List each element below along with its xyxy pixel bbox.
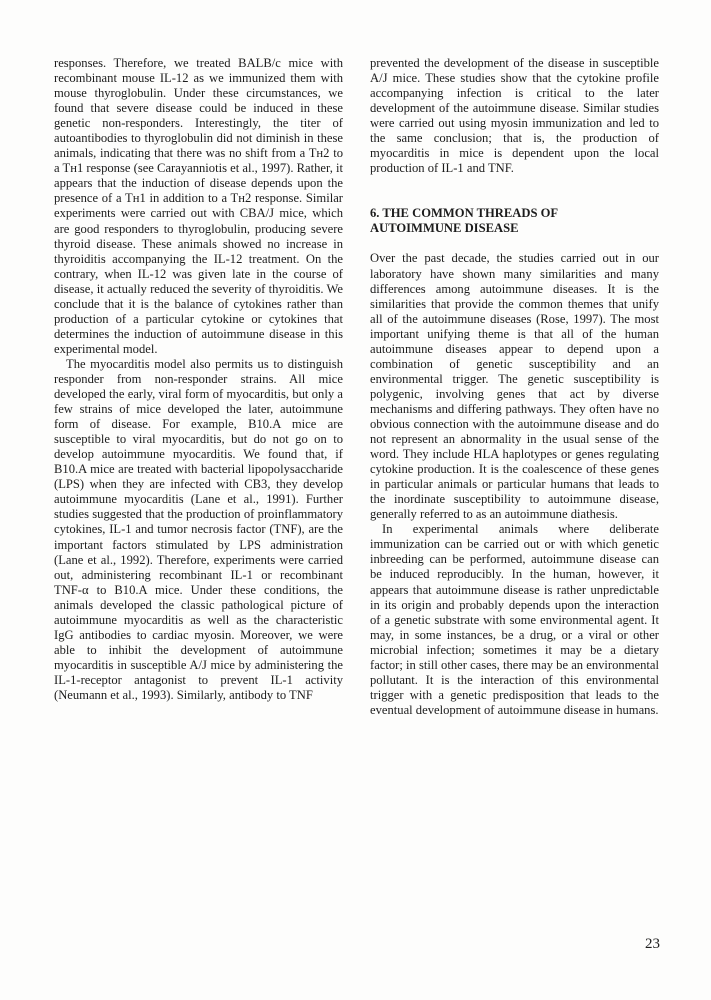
paragraph-myocarditis-model: The myocarditis model also permits us to distinguish responder from non-responder strains. All mice developed the early, viral form of myocarditis, but only a few strains of mice developed the later, autoimmune form of disease. For example, B10.A mice are susceptible to viral myocarditis, but do not go on to develop autoimmune myocarditis. We found that, if B10.A mice are treated with bacterial lipopolysaccharide (LPS) when they are infected with CB3, they develop autoimmune myocarditis (Lane et al., 1991). Further studies suggested that the production of proinflammatory cytokines, IL-1 and tumor necrosis factor (TNF), are the important factors stimulated by LPS administration (Lane et al., 1992). Therefore, experiments were carried out, administering recombinant IL-1 or recombinant TNF-α to B10.A mice. Under these conditions, the animals developed the classic pathological picture of autoimmune myocarditis as well as the characteristic IgG antibodies to cardiac myosin. Moreover, we were able to inhibit the development of autoimmune myocarditis in susceptible A/J mice by administering the IL-1-receptor antagonist to prevent IL-1 activity (Neumann et al., 1993). Similarly, antibody to TNF: [54, 356, 343, 702]
section-heading: [370, 206, 659, 236]
section-heading-line-2: AUTOIMMUNE DISEASE: [370, 221, 519, 236]
spacer: [370, 191, 659, 206]
paragraph-environmental-trigger: In experimental animals where deliberate immunization can be carried out or with which genetic inbreeding can be performed, autoimmune disease can be induced reproducibly. In the human, however, it appears that autoimmune disease is rather unpredictable in its origin and probably depends upon the interaction of a genetic substrate with some environmental agent. It may, in some instances, be a drug, or a viral or other microbial infection; sometimes it may be a dietary factor; in still other cases, there may be an environmental pollutant. It is the interaction of this environmental trigger with a genetic predisposition that leads to the eventual development of autoimmune disease in humans.: [370, 522, 659, 717]
paragraph-cytokine-balance: responses. Therefore, we treated BALB/c mice with recombinant mouse IL-12 as we immunized them with mouse thyroglobulin. Under these circumstances, we found that severe disease could be induced in these genetic non-responders. Interestingly, the titer of autoantibodies to thyroglobulin did not diminish in these animals, indicating that there was no shift from a Tʜ2 to a Tʜ1 response (see Carayanniotis et al., 1997). Rather, it appears that the induction of disease depends upon the presence of a Tʜ1 in addition to a Tʜ2 response. Similar experiments were carried out with CBA/J mice, which are good responders to thyroglobulin, producing severe thyroid disease. These animals showed no increase in thyroiditis accompanying the IL-12 treatment. On the contrary, when IL-12 was given late in the course of disease, it actually reduced the severity of thyroiditis. We conclude that it is the balance of cytokines rather than production of a particular cytokine or cytokines that determines the induction of autoimmune disease in this experimental model.: [54, 56, 343, 356]
paragraph-common-themes: Over the past decade, the studies carried out in our laboratory have shown many similarities and many differences among autoimmune diseases. It is the similarities that provide the common themes that unify all of the autoimmune diseases (Rose, 1997). The most important unifying theme is that all of the human autoimmune diseases appear to depend upon a combination of genetic susceptibility and an environmental trigger. The genetic susceptibility is polygenic, involving genes that act by diverse mechanisms and differing pathways. They often have no obvious connection with the autoimmune disease and do not represent an abnormality in the usual sense of the word. They include HLA haplotypes or genes regulating cytokine production. It is the coalescence of these genes in particular animals or particular humans that leads to the inordinate susceptibility to autoimmune disease, generally referred to as an autoimmune diathesis.: [370, 251, 659, 522]
spacer: [370, 236, 659, 251]
page-number: 23: [645, 936, 660, 952]
paragraph-tnf-prevention: prevented the development of the disease in susceptible A/J mice. These studies show that the cytokine profile accompanying infection is critical to the later development of the autoimmune disease. Similar studies were carried out using myosin immunization and led to the same conclusion; that is, the production of myocarditis in mice is dependent upon the local production of IL-1 and TNF.: [370, 56, 659, 176]
left-column: [54, 56, 343, 703]
section-heading-line-1: 6. THE COMMON THREADS OF: [370, 206, 559, 221]
right-column: [370, 56, 659, 718]
spacer: [370, 176, 659, 191]
